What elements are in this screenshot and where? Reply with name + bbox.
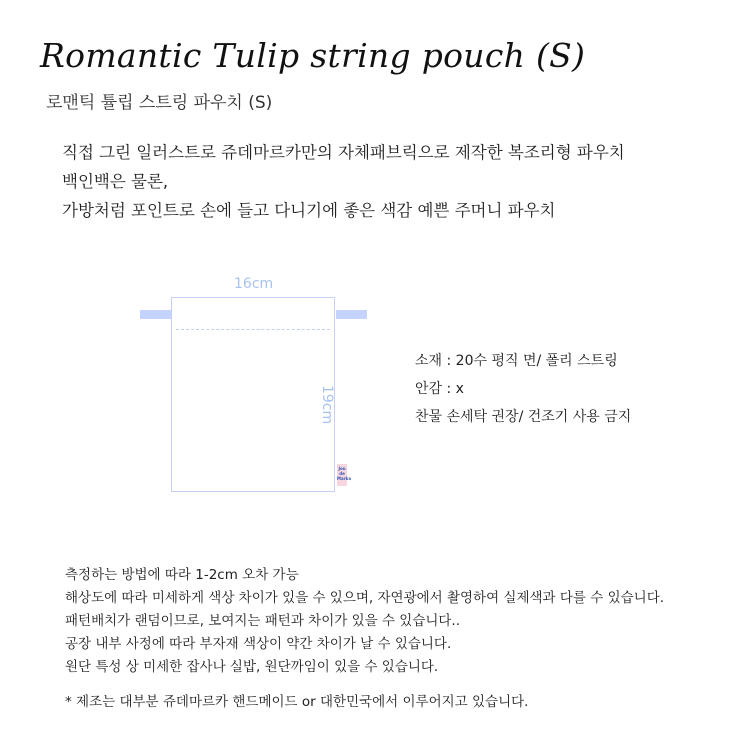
- note-line: 공장 내부 사정에 따라 부자재 색상이 약간 차이가 날 수 있습니다.: [65, 636, 452, 652]
- height-dimension-label: 19cm: [319, 385, 335, 425]
- brand-tag-logo: Jou de Marka: [337, 464, 347, 486]
- description-line: 직접 그린 일러스트로 쥬데마르카만의 자체패브릭으로 제작한 복조리형 파우치: [62, 143, 625, 162]
- pouch-outline: [171, 297, 335, 492]
- spec-lining: 안감 : x: [415, 381, 464, 397]
- pouch-diagram: [140, 272, 380, 502]
- note-line: 해상도에 따라 미세하게 색상 차이가 있을 수 있으며, 자연광에서 촬영하여 실제색과 다를 수 있습니다.: [65, 590, 665, 606]
- spec-material: 소재 : 20수 평직 면/ 폴리 스트링: [415, 353, 618, 369]
- pouch-fold-line: [176, 329, 330, 330]
- description-line: 백인백은 물론,: [62, 172, 169, 191]
- product-description: [62, 138, 625, 225]
- product-notes: [65, 564, 664, 679]
- spec-care: 찬물 손세탁 권장/ 건조기 사용 금지: [415, 409, 632, 425]
- manufacturing-footnote: * 제조는 대부분 쥬데마르카 핸드메이드 or 대한민국에서 이루어지고 있습니다.: [65, 694, 529, 710]
- product-title: Romantic Tulip string pouch (S): [40, 36, 586, 75]
- note-line: 원단 특성 상 미세한 잡사나 실밥, 원단까임이 있을 수 있습니다.: [65, 659, 439, 675]
- product-specs: [415, 347, 631, 431]
- drawstring-left: [140, 310, 171, 319]
- product-subtitle: 로맨틱 튤립 스트링 파우치 (S): [46, 93, 273, 113]
- note-line: 패턴배치가 랜덤이므로, 보여지는 패턴과 차이가 있을 수 있습니다..: [65, 613, 461, 629]
- width-dimension-label: 16cm: [234, 276, 274, 292]
- note-line: 측정하는 방법에 따라 1-2cm 오차 가능: [65, 567, 299, 583]
- drawstring-right: [336, 310, 367, 319]
- description-line: 가방처럼 포인트로 손에 들고 다니기에 좋은 색감 예쁜 주머니 파우치: [62, 201, 556, 220]
